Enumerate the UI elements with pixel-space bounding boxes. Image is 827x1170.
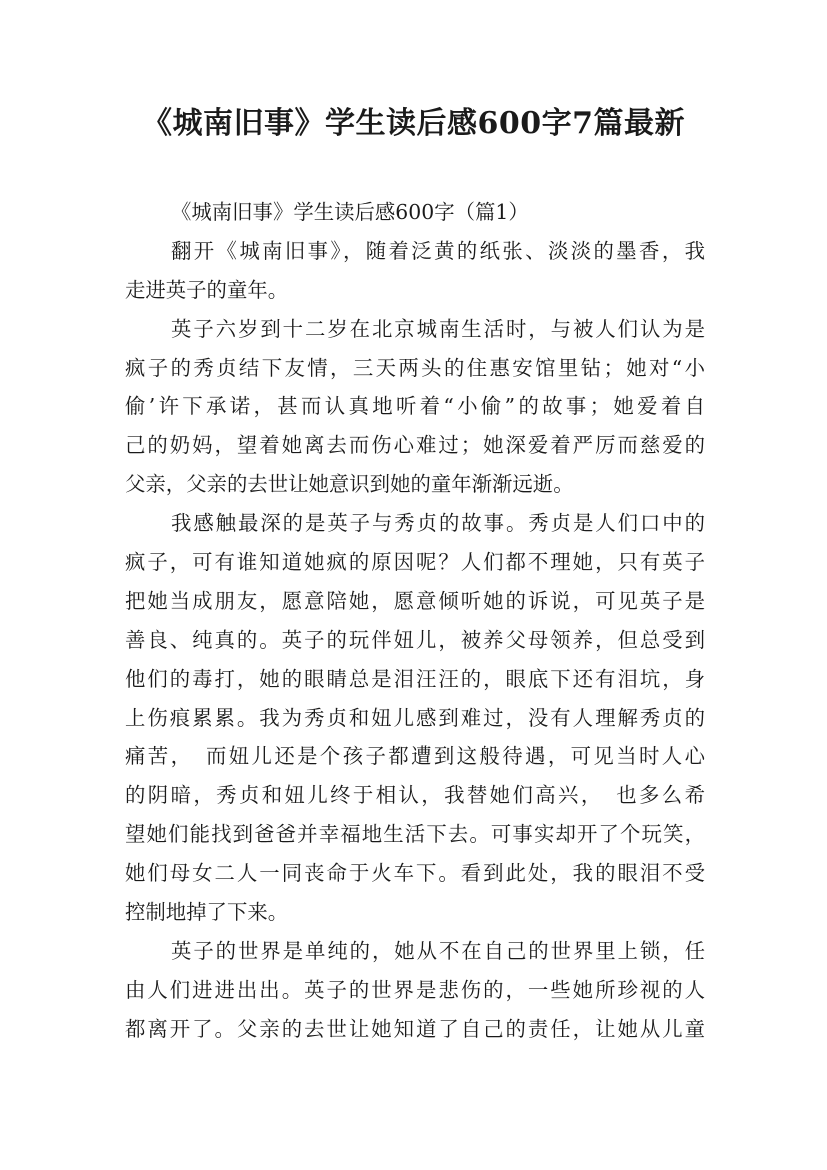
text-line: 疯子，可有谁知道她疯的原因呢？人们都不理她，只有英子 (125, 550, 705, 575)
text-line: 翻开《城南旧事》，随着泛黄的纸张、淡淡的墨香，我 (171, 238, 705, 263)
text-line: 望她们能找到爸爸并幸福地生活下去。可事实却开了个玩笑， (125, 822, 705, 847)
text-line: 上伤痕累累。我为秀贞和妞儿感到难过，没有人理解秀贞的 (125, 705, 705, 730)
text-line: 己的奶妈，望着她离去而伤心难过；她深爱着严厉而慈爱的 (125, 433, 705, 458)
text-line: 偷’许下承诺，甚而认真地听着“小偷”的故事；她爱着自 (125, 394, 705, 419)
document-body (125, 193, 705, 1049)
text-line: 英子六岁到十二岁在北京城南生活时，与被人们认为是 (171, 316, 705, 341)
section-heading: 《城南旧事》学生读后感600字（篇1） (171, 200, 529, 224)
text-line: 的阴暗，秀贞和妞儿终于相认，我替她们高兴， 也多么希 (125, 783, 705, 808)
text-line: 疯子的秀贞结下友情，三天两头的住惠安馆里钻；她对“小 (125, 355, 705, 380)
text-line: 由人们进进出出。英子的世界是悲伤的，一些她所珍视的人 (125, 977, 705, 1002)
document-title: 《城南旧事》学生读后感600字7篇最新 (142, 106, 685, 141)
text-line: 都离开了。父亲的去世让她知道了自己的责任，让她从儿童 (125, 1016, 705, 1041)
text-line: 我感触最深的是英子与秀贞的故事。秀贞是人们口中的 (171, 511, 705, 536)
text-line: 父亲，父亲的去世让她意识到她的童年渐渐远逝。 (125, 472, 574, 497)
text-line: 走进英子的童年。 (125, 277, 289, 302)
text-line: 他们的毒打，她的眼睛总是泪汪汪的，眼底下还有泪坑，身 (125, 666, 705, 691)
text-line: 痛苦， 而妞儿还是个孩子都遭到这般待遇，可见当时人心 (125, 744, 705, 769)
text-line: 控制地掉了下来。 (125, 900, 289, 925)
text-line: 她们母女二人一同丧命于火车下。看到此处，我的眼泪不受 (125, 861, 705, 886)
text-line: 善良、纯真的。英子的玩伴妞儿，被养父母领养，但总受到 (125, 627, 705, 652)
text-line: 把她当成朋友，愿意陪她，愿意倾听她的诉说，可见英子是 (125, 588, 705, 613)
text-line: 英子的世界是单纯的，她从不在自己的世界里上锁，任 (171, 938, 705, 963)
